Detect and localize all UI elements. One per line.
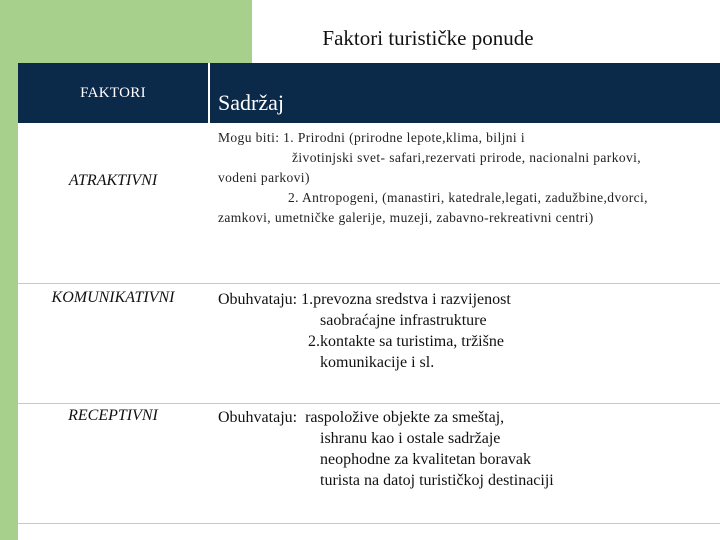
content-line: komunikacije i sl. xyxy=(320,354,435,371)
factors-table xyxy=(18,63,720,540)
content-line: ishranu kao i ostale sadržaje xyxy=(320,430,501,447)
content-line: Obuhvataju: raspoložive objekte za smeštaj, xyxy=(218,409,505,426)
row-factor-atraktivni: ATRAKTIVNI xyxy=(68,172,158,189)
column-divider xyxy=(208,63,210,523)
content-line: zamkovi, umetničke galerije, muzeji, zabavno-rekreativni centri) xyxy=(218,210,594,225)
row-factor-komunikativni: KOMUNIKATIVNI xyxy=(51,289,175,306)
row-divider xyxy=(18,283,720,284)
content-line: vodeni parkovi) xyxy=(218,170,310,185)
row-factor-receptivni: RECEPTIVNI xyxy=(68,407,158,424)
content-line: Obuhvataju: 1.prevozna sredstva i razvijenost xyxy=(218,291,511,308)
content-line: saobraćajne infrastrukture xyxy=(320,312,487,329)
content-line: turista na datoj turističkoj destinaciji xyxy=(320,472,554,489)
row-content-komunikativni xyxy=(218,289,708,373)
row-divider xyxy=(18,403,720,404)
row-content-atraktivni xyxy=(218,128,708,228)
row-divider xyxy=(18,523,720,524)
content-line: neophodne za kvalitetan boravak xyxy=(320,451,532,468)
slide-title: Faktori turističke ponude xyxy=(322,26,534,50)
row-content-receptivni xyxy=(218,407,708,491)
content-line: 2. Antropogeni, (manastiri, katedrale,legati, zadužbine,dvorci, xyxy=(288,190,648,205)
content-line: životinjski svet- safari,rezervati prirode, nacionalni parkovi, xyxy=(292,150,642,165)
content-line: 2.kontakte sa turistima, tržišne xyxy=(308,333,504,350)
header-content: Sadržaj xyxy=(218,90,284,115)
content-line: Mogu biti: 1. Prirodni (prirodne lepote,klima, biljni i xyxy=(218,130,525,145)
header-factor: FAKTORI xyxy=(80,84,146,101)
